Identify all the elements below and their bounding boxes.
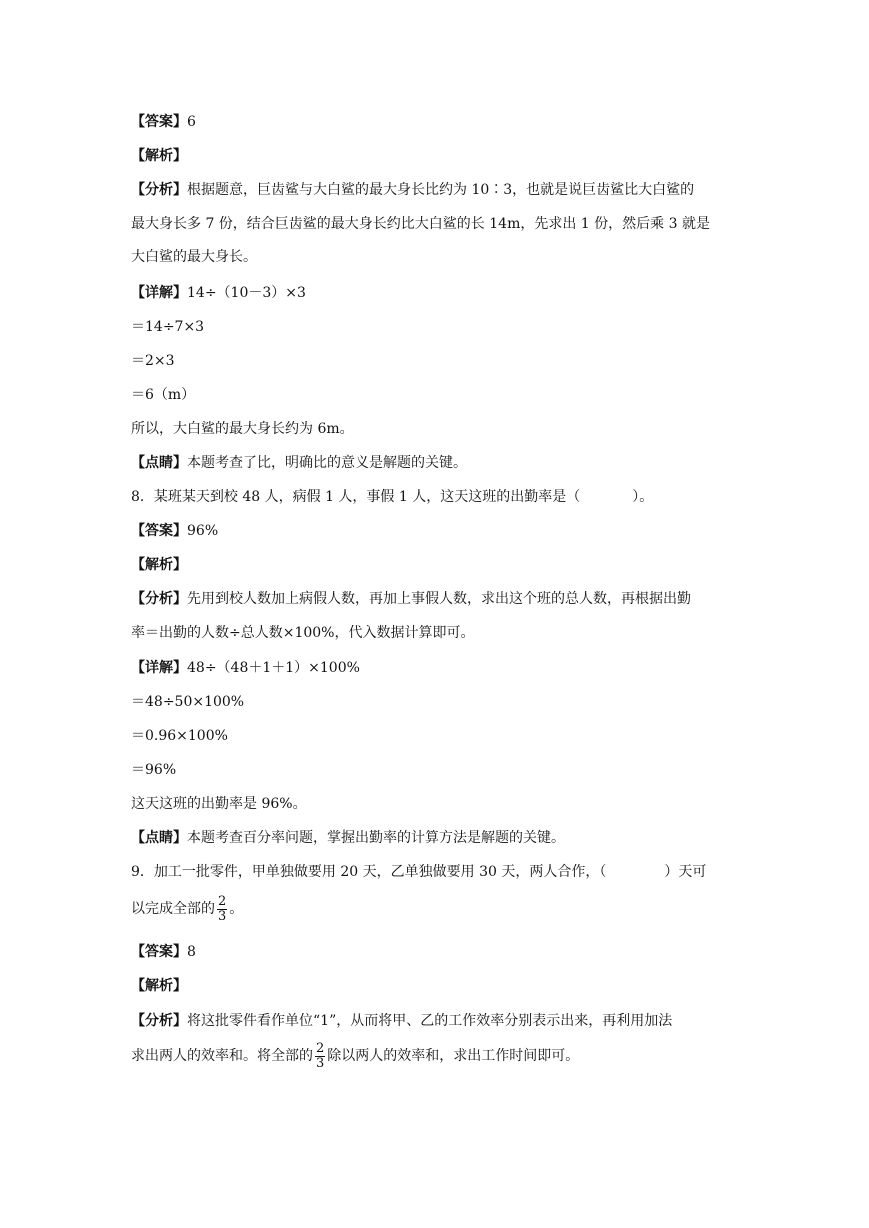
q7-answer: 6 xyxy=(187,114,196,130)
q7-fenxi-text-1: 根据题意，巨齿鲨与大白鲨的最大身长比约为 10∶3，也就是说巨齿鲨比大白鲨的 xyxy=(187,182,695,198)
q9-question-line2-end: 。 xyxy=(229,901,244,917)
q7-fenxi-line-1 xyxy=(131,180,751,200)
fraction-numerator: 2 xyxy=(316,1040,325,1056)
fenxi-tag: 【分析】 xyxy=(131,182,187,198)
q7-analysis-heading xyxy=(131,146,751,166)
q8-step-3: ＝96% xyxy=(131,762,177,778)
comment-tag: 【点睛】 xyxy=(131,830,187,846)
q9-question-end: ）天可 xyxy=(664,864,707,880)
q8-answer-line xyxy=(131,521,751,541)
comment-tag: 【点睛】 xyxy=(131,455,187,471)
q8-comment-line xyxy=(131,828,751,848)
q7-conclusion: 所以，大白鲨的最大身长约为 6m。 xyxy=(131,421,354,437)
q9-answer-line xyxy=(131,942,751,962)
q7-detail-line xyxy=(131,283,751,303)
fraction-numerator: 2 xyxy=(218,893,227,909)
q9-fenxi-line2-start: 求出两人的效率和。将全部的 xyxy=(131,1048,313,1064)
q7-fenxi-line-3: 大白鲨的最大身长。 xyxy=(131,249,257,265)
q9-question-line-1 xyxy=(131,862,751,882)
q7-comment-line xyxy=(131,453,751,473)
analysis-tag: 【解析】 xyxy=(131,978,187,994)
q8-fenxi-line-2: 率＝出勤的人数÷总人数×100%，代入数据计算即可。 xyxy=(131,625,475,641)
q7-detail-expression: 14÷（10－3）×3 xyxy=(187,285,306,301)
fraction-two-thirds xyxy=(315,1042,325,1071)
q7-answer-line xyxy=(131,112,751,132)
q9-fenxi-line2-end: 除以两人的效率和，求出工作时间即可。 xyxy=(327,1048,580,1064)
q8-detail-line xyxy=(131,658,751,678)
fraction-denominator: 3 xyxy=(218,908,227,924)
detail-tag: 【详解】 xyxy=(131,660,187,676)
fenxi-tag: 【分析】 xyxy=(131,591,187,607)
q9-fenxi-line-1 xyxy=(131,1011,751,1031)
q9-fenxi-text-1: 将这批零件看作单位“1”，从而将甲、乙的工作效率分别表示出来，再利用加法 xyxy=(187,1013,673,1029)
answer-tag: 【答案】 xyxy=(131,523,187,539)
analysis-tag: 【解析】 xyxy=(131,148,187,164)
q8-step-2: ＝0.96×100% xyxy=(131,728,228,744)
q9-question-line-2 xyxy=(131,892,751,926)
q8-question-start: 8．某班某天到校 48 人，病假 1 人，事假 1 人，这天这班的出勤率是（ xyxy=(131,489,581,505)
answer-tag: 【答案】 xyxy=(131,114,187,130)
q8-fenxi-line-1 xyxy=(131,589,751,609)
q7-fenxi-line-2: 最大身长多 7 份，结合巨齿鲨的最大身长约比大白鲨的长 14m，先求出 1 份，然后乘 3 就是 xyxy=(131,216,710,232)
q7-step-1: ＝14÷7×3 xyxy=(131,319,205,335)
fraction-two-thirds xyxy=(217,895,227,924)
q9-question-start: 9．加工一批零件，甲单独做要用 20 天，乙单独做要用 30 天，两人合作，（ xyxy=(131,864,607,880)
q9-fenxi-line-2 xyxy=(131,1039,751,1073)
q8-analysis-heading xyxy=(131,555,751,575)
q9-question-line2-text: 以完成全部的 xyxy=(131,901,215,917)
q8-question-end: ）。 xyxy=(632,489,654,505)
q8-comment-text: 本题考查百分率问题，掌握出勤率的计算方法是解题的关键。 xyxy=(187,830,565,846)
q7-step-2: ＝2×3 xyxy=(131,353,175,369)
q8-fenxi-text-1: 先用到校人数加上病假人数，再加上事假人数，求出这个班的总人数，再根据出勤 xyxy=(187,591,691,607)
q8-detail-expression: 48÷（48＋1＋1）×100% xyxy=(187,660,360,676)
q8-answer: 96% xyxy=(187,523,219,539)
fraction-denominator: 3 xyxy=(316,1055,325,1071)
q8-question xyxy=(131,487,751,507)
fenxi-tag: 【分析】 xyxy=(131,1013,187,1029)
q8-step-1: ＝48÷50×100% xyxy=(131,694,245,710)
q9-answer: 8 xyxy=(187,944,196,960)
q9-analysis-heading xyxy=(131,976,751,996)
q7-comment-text: 本题考查了比，明确比的意义是解题的关键。 xyxy=(187,455,467,471)
answer-tag: 【答案】 xyxy=(131,944,187,960)
q7-step-3: ＝6（m） xyxy=(131,387,196,403)
detail-tag: 【详解】 xyxy=(131,285,187,301)
analysis-tag: 【解析】 xyxy=(131,557,187,573)
q8-conclusion: 这天这班的出勤率是 96%。 xyxy=(131,796,307,812)
